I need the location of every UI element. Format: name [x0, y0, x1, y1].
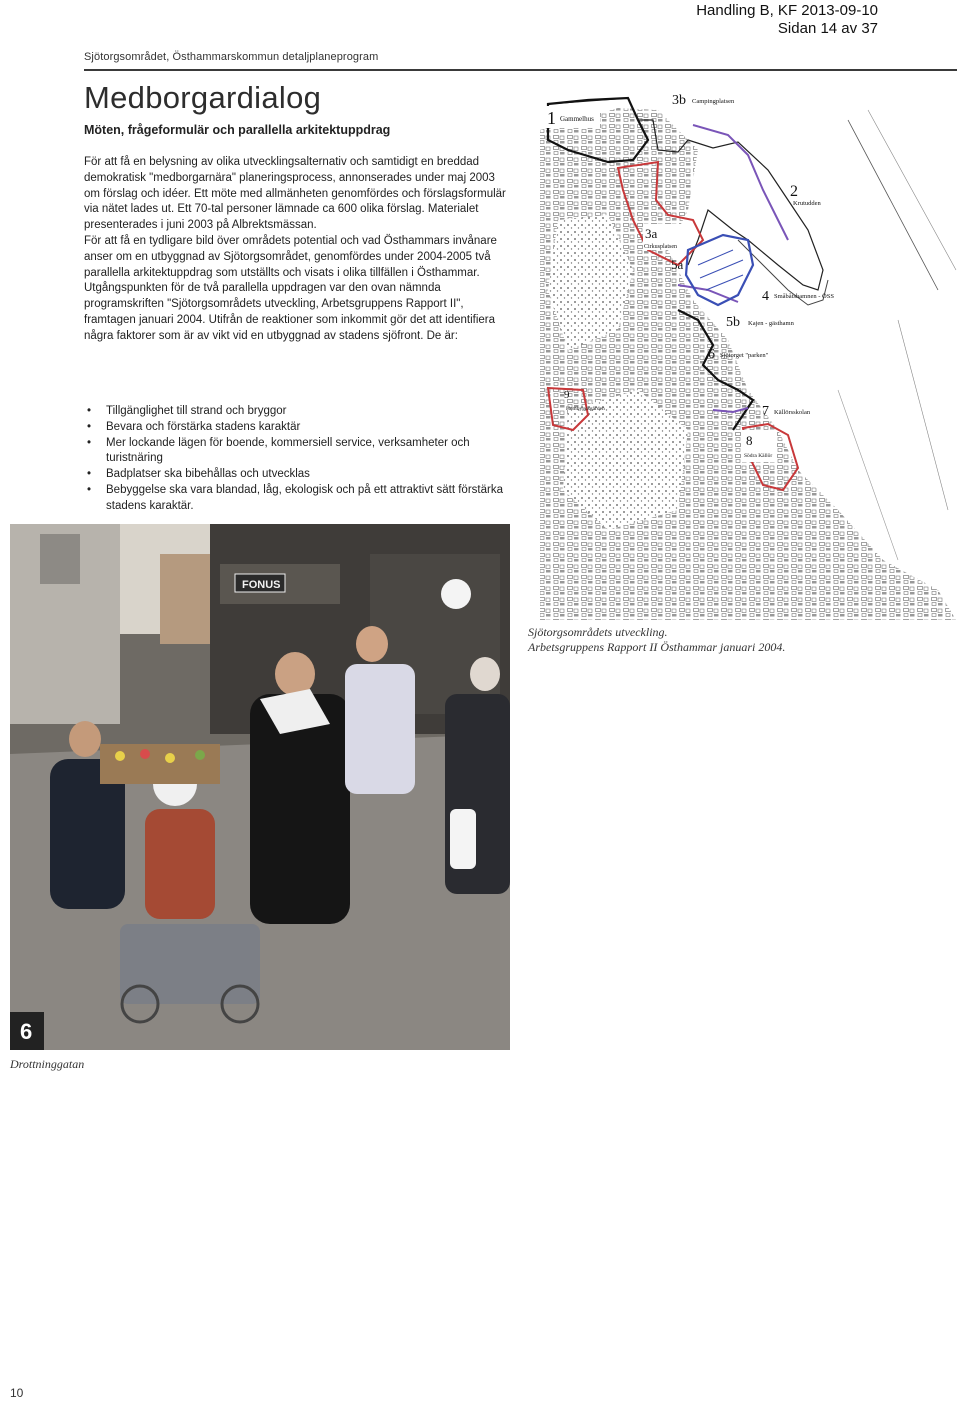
shopping-bag: [450, 809, 476, 869]
label-7: 7: [762, 404, 769, 419]
page-number: 10: [10, 1386, 24, 1400]
street-photo: [10, 524, 510, 1050]
label-8-name: Södra Källör: [744, 453, 773, 459]
label-4: 4: [762, 289, 769, 304]
pier-line: [706, 275, 743, 290]
label-1-name: Gammelhus: [560, 115, 594, 123]
stroller: [120, 924, 260, 1004]
label-3a-name: Cirkusplatsen: [644, 244, 677, 250]
factor-list: [84, 404, 509, 515]
water-line: [868, 110, 956, 270]
pier-line: [698, 250, 733, 265]
walking-route: [693, 125, 788, 240]
photo-number: 6: [20, 1019, 33, 1044]
label-6-name: Sjötorget "parken": [720, 352, 769, 359]
map-caption-line: Sjötorgsområdets utveckling.: [528, 625, 668, 639]
list-item: • Badplatser ska bibehållas och utvecklas: [84, 467, 509, 483]
paragraph: För att få en belysning av olika utvecklingsalternativ och samtidigt en breddad demokratisk "medborgarnära" planeringsprocess, annonserades under maj 2003 om förslag och idéer. Ett möte med allmänheten genomfördes och förslagsformulär via nätet lades ut. Ett 70-tal personer lämnade ca 600 olika förslag. Materialet presenterades i juni 2003 på Albrektsmässan.: [84, 156, 506, 232]
label-3b: 3b: [672, 93, 686, 108]
label-5a: 5a: [671, 257, 684, 272]
flower: [140, 749, 150, 759]
label-2: 2: [790, 183, 798, 200]
stamp-handling: Handling B, KF 2013-09-10: [696, 2, 878, 19]
person-child: [145, 809, 215, 919]
label-1: 1: [547, 108, 556, 128]
label-5b-name: Kajen - gästhamn: [748, 320, 794, 327]
label-9-name: Hembygdsgården: [566, 406, 605, 412]
header-divider: [84, 69, 957, 71]
section-subtitle: Möten, frågeformulär och parallella arkitektuppdrag: [84, 123, 391, 137]
list-item: • Bebyggelse ska vara blandad, låg, ekologisk och på ett attraktivt sätt förstärka stadens karaktär.: [84, 483, 509, 515]
stamp-page: Sidan 14 av 37: [777, 20, 878, 37]
water-line: [848, 120, 938, 290]
map-caption-line: Arbetsgruppens Rapport II Östhammar januari 2004.: [528, 640, 786, 654]
water-line: [898, 320, 948, 510]
label-3b-name: Campingplatsen: [692, 98, 735, 105]
shop-sign: [40, 534, 80, 584]
flower: [165, 753, 175, 763]
body-text: [84, 155, 509, 345]
person-head: [69, 721, 101, 757]
label-5b: 5b: [726, 315, 740, 330]
flower: [195, 750, 205, 760]
person-head: [470, 657, 500, 691]
paragraph: För att få en tydligare bild över områdets potential och vad Östhammars invånare anser om en utbyggnad av Sjötorgsområdet, genomfördes under 2004-2005 två parallella arkitektuppdrag som utställts och visats i olika tillfällen i Östhammar.: [84, 234, 497, 279]
fonus-sign-text: FONUS: [242, 579, 281, 591]
label-6: 6: [708, 347, 715, 362]
document-subheader: Sjötorgsområdet, Östhammarskommun detaljplaneprogram: [84, 51, 379, 63]
list-item: • Mer lockande lägen för boende, kommersiell service, verksamheter och turistnäring: [84, 436, 509, 468]
flower: [115, 751, 125, 761]
label-7-name: Källörsskolan: [774, 409, 811, 416]
pier-line: [700, 260, 743, 278]
flower-stall: [100, 744, 220, 784]
list-item: • Bevara och förstärka stadens karaktär: [84, 420, 509, 436]
street-lamp: [441, 579, 471, 609]
paragraph: Utgångspunkten för de två parallella uppdragen var den ovan nämnda programskriften "Sjötorgsområdets utveckling, Arbetsgruppens Rapport II", framtagen januari 2004. Utifrån de reaktioner som inkommit gör det att identifiera några faktorer som är av vikt vid en utbyggnad av stadens sjöfront. De är:: [84, 282, 496, 342]
area-map: [538, 90, 958, 622]
label-3a: 3a: [645, 226, 658, 241]
person-head: [356, 626, 388, 662]
list-item: • Tillgänglighet till strand och bryggor: [84, 404, 509, 420]
label-9: 9: [564, 389, 570, 401]
label-8: 8: [746, 433, 753, 448]
town-blocks: [540, 108, 956, 620]
document-stamp: [696, 2, 878, 38]
label-2-name: Krutudden: [793, 200, 821, 207]
label-4-name: Småbåtshamnen - ÖSS: [774, 293, 834, 300]
map-caption: [528, 625, 785, 655]
photo-caption: Drottninggatan: [10, 1057, 85, 1071]
page-title: Medborgardialog: [84, 80, 322, 115]
person-man: [345, 664, 415, 794]
